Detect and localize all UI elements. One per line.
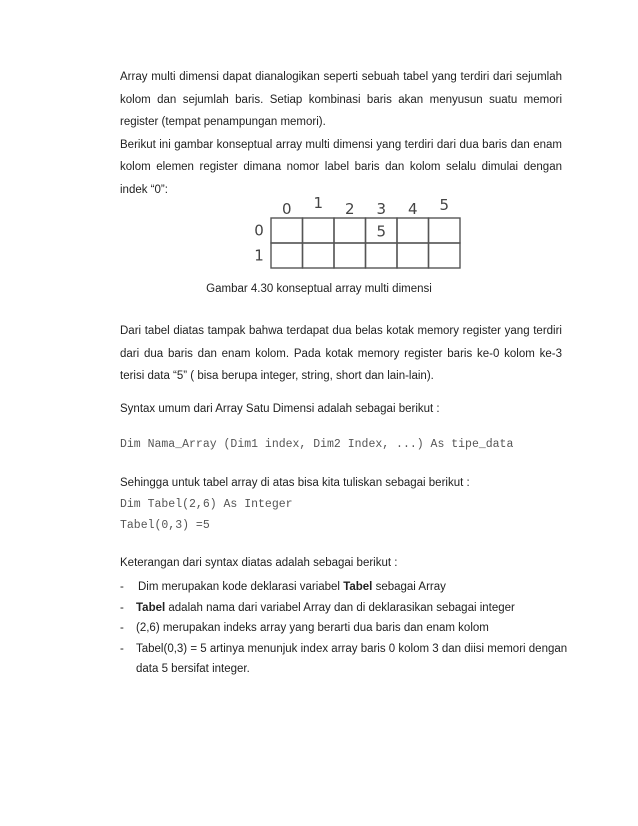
intro-paragraph-1: Array multi dimensi dapat dianalogikan seperti sebuah tabel yang terdiri dari sejumlah kolom dan sejumlah baris. Setiap kombinasi baris akan menyusun suatu memori register (tempat penampungan memori). [120,71,562,129]
tabel-keyword: Tabel [343,581,373,593]
tabel-keyword: Tabel [136,601,166,614]
example-code-line-1: Dim Tabel(2,6) As Integer [120,498,293,511]
syntax-heading: Syntax umum dari Array Satu Dimensi adalah sebagai berikut : [120,403,440,415]
description-paragraph: Dari tabel diatas tampak bahwa terdapat dua belas kotak memory register yang terdiri dari dua baris dan enam kolom. Pada kotak memory register baris ke-0 kolom ke-3 terisi data “5” ( bisa berupa integer, string, short dan lain-lain). [120,325,562,383]
column-label: 0 [281,200,292,218]
column-label: 5 [439,196,450,214]
array-cell [271,243,303,268]
array-cell [429,243,461,268]
example-heading: Sehingga untuk tabel array di atas bisa kita tuliskan sebagai berikut : [120,477,470,489]
array-cell [397,218,429,243]
explanation-item-1: - Dim merupakan kode deklarasi variabel Tabel sebagai Array [120,577,570,598]
example-code-line-2: Tabel(0,3) =5 [120,519,210,532]
intro-paragraph-2: Berikut ini gambar konseptual array multi dimensi yang terdiri dari dua baris dan enam kolom elemen register dimana nomor label baris dan kolom selalu dimulai dengan indek “0”: [120,138,562,196]
array-cell [366,243,398,268]
list-dash: - [120,581,124,593]
column-label: 3 [376,200,387,218]
column-label: 2 [344,200,355,218]
explanation-list [120,577,570,680]
explanation-item-4: - Tabel(0,3) = 5 artinya menunjuk index array baris 0 kolom 3 dan diisi memori dengan data 5 bersifat integer. [120,639,570,680]
array-cell [303,243,335,268]
column-label: 4 [407,200,418,218]
list-dash: - [120,622,124,634]
explanation-item-2: - Tabel adalah nama dari variabel Array dan di deklarasikan sebagai integer [120,598,570,619]
row-label: 0 [254,221,264,240]
list-dash: - [120,642,124,655]
array-figure [0,0,638,280]
cell-value: 5 [376,222,387,241]
list-dash: - [120,601,124,614]
explanation-item-3: - (2,6) merupakan indeks array yang berarti dua baris dan enam kolom [120,618,570,639]
array-cell [429,218,461,243]
array-cell [334,243,366,268]
column-label: 1 [313,194,324,212]
array-cell [271,218,303,243]
row-label: 1 [254,246,264,265]
array-cell [334,218,366,243]
figure-caption: Gambar 4.30 konseptual array multi dimensi [206,283,432,295]
array-cell [303,218,335,243]
description-section [120,320,562,388]
array-cell [397,243,429,268]
syntax-code: Dim Nama_Array (Dim1 index, Dim2 Index, ...) As tipe_data [120,438,514,451]
explanation-heading: Keterangan dari syntax diatas adalah sebagai berikut : [120,557,398,569]
